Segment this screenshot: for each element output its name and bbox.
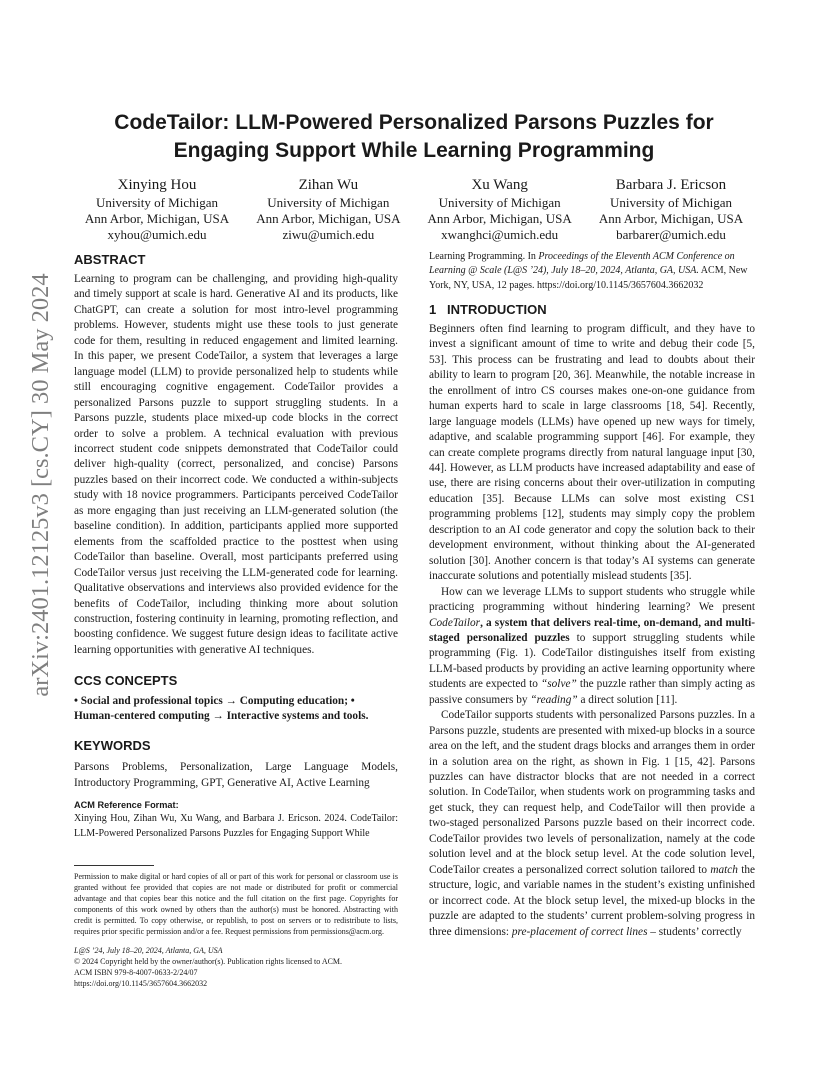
paragraph-text: How can we leverage LLMs to support students who struggle while practicing programming without hindering learning? We present <box>429 585 755 614</box>
author-location: Ann Arbor, Michigan, USA <box>598 211 744 226</box>
acm-reference-heading: ACM Reference Format: <box>74 800 179 811</box>
ccs-concepts-heading: CCS CONCEPTS <box>74 673 178 689</box>
keywords-heading: KEYWORDS <box>74 738 151 754</box>
author-location: Ann Arbor, Michigan, USA <box>427 211 572 226</box>
permission-notice: Permission to make digital or hard copies of all or part of this work for personal or classroom use is granted without fee provided that copies are not made or distributed for profit or commercial advantage and that copies bear this notice and the full citation on the first page. Copyrights for components of this work owned by others than the author(s) must be honored. Abstracting with credit is permitted. To copy otherwise, or republish, to post on servers or to redistribute to lists, requires prior specific permission and/or a fee. Request permissions from permissions@acm.org. <box>74 872 398 937</box>
paper-title <box>74 109 754 165</box>
introduction-heading <box>429 302 755 318</box>
author-email[interactable]: xyhou@umich.edu <box>107 227 207 242</box>
author-email[interactable]: ziwu@umich.edu <box>282 227 375 242</box>
copyright-notice: © 2024 Copyright held by the owner/author(s). Publication rights licensed to ACM. <box>74 957 343 967</box>
emphasis-term: pre-placement of correct lines <box>511 925 648 938</box>
right-column <box>429 250 755 940</box>
isbn: ACM ISBN 979-8-4007-0633-2/24/07 <box>74 968 198 978</box>
abstract-text: Learning to program can be challenging, and providing high-quality and timely support at scale is hard. Generative AI and its products, like ChatGPT, can create a solution for most intro-level programming problems. However, students might use these tools to just generate code for them, resulting in reduced engagement and limited learning. In this paper, we present CodeTailor, a system that leverages a large language model (LLM) to provide personalized help to students while still encouraging cognitive engagement. CodeTailor provides a personalized Parsons puzzle to support struggling students. In a Parsons puzzle, students place mixed-up code blocks in the correct order to solve a problem. A technical evaluation with previous incorrect student code snippets demonstrated that CodeTailor could deliver high-quality (correct, personalized, and concise) Parsons puzzles based on their incorrect code. We conducted a within-subjects study with 18 novice programmers. Participants perceived CodeTailor as more engaging than just receiving an LLM-generated solution (the baseline condition). In addition, participants applied more supported elements from the scaffolded practice to the posttest when using CodeTailor than baseline. Overall, most participants preferred using CodeTailor versus just receiving the LLM-generated code for learning. Qualitative observations and interviews also provided evidence for the benefits of CodeTailor, including thinking more about solution construction, fostering continuity in learning, promoting reflection, and boosting confidence. We suggest future design ideas to facilitate active learning opportunities with generative AI techniques. <box>74 273 398 656</box>
author-email[interactable]: barbarer@umich.edu <box>616 227 726 242</box>
ccs-concepts-text <box>74 694 398 724</box>
intro-paragraph-2 <box>429 585 755 709</box>
paragraph-text: CodeTailor supports students with personalized Parsons puzzles. In a Parsons puzzle, students are presented with mixed-up blocks in a source area on the left, and the student drags blocks and arranges them in order in a solution area on the right, as shown in Fig. 1 [15, 42]. Parsons puzzles can have distractor blocks that are not needed in a correct solution. In CodeTailor, when students work on programming tasks and get stuck, they can request help, and CodeTailor will then provide a two-staged personalized Parsons puzzle based on their incorrect code. CodeTailor provides two levels of personalization, namely at the code solution level and at the block setup level. At the code solution level, CodeTailor creates a personalized correct solution tailored to <box>429 709 755 876</box>
title-line-2: Engaging Support While Learning Programming <box>173 139 655 162</box>
conference-info: L@S ’24, July 18–20, 2024, Atlanta, GA, USA <box>74 946 223 956</box>
emphasis-term: match <box>710 863 738 876</box>
left-column <box>74 250 398 989</box>
keywords-text: Parsons Problems, Personalization, Large Language Models, Introductory Programming, GPT, Generative AI, Active Learning <box>74 761 398 789</box>
doi-link[interactable]: https://doi.org/10.1145/3657604.3662032 <box>74 979 208 989</box>
author-name: Barbara J. Ericson <box>615 177 727 193</box>
author-affiliation: University of Michigan <box>267 195 390 210</box>
footnote-rule <box>74 865 154 866</box>
author-affiliation: University of Michigan <box>95 195 219 210</box>
quoted-term: “reading” <box>530 693 578 706</box>
proceedings-title: Proceedings of the Eleventh ACM Conference on Learning @ Scale (L@S ’24), July 18–20, 2024, Atlanta, GA, USA. <box>429 251 735 277</box>
author-2 <box>245 175 411 245</box>
paragraph-text: the structure, logic, and variable names in the student’s existing unfinished or incorrect code. At the block setup level, the mixed-up blocks in the puzzle are adapted to the students’ current problem-solving progress in three dimensions: <box>429 863 755 938</box>
author-name: Xinying Hou <box>117 177 197 193</box>
arxiv-side-stamp <box>10 270 70 700</box>
author-4 <box>588 175 754 245</box>
acm-reference-continued <box>429 250 755 293</box>
abstract-heading: ABSTRACT <box>74 252 146 267</box>
author-1 <box>74 175 240 245</box>
author-location: Ann Arbor, Michigan, USA <box>256 211 401 226</box>
section-number: 1 <box>429 301 437 317</box>
reference-publisher: ACM, New York, NY, USA, 12 pages. https://doi.org/10.1145/3657604.3662032 <box>429 265 748 291</box>
paragraph-text: a direct solution [11]. <box>577 693 678 706</box>
acm-reference-text: Xinying Hou, Zihan Wu, Xu Wang, and Barbara J. Ericson. 2024. CodeTailor: LLM-Powered Personalized Parsons Puzzles for Engaging Support While <box>74 813 398 839</box>
reference-text: Learning Programming. In <box>429 251 539 262</box>
arxiv-identifier: arXiv:2401.12125v3 [cs.CY] 30 May 2024 <box>27 273 54 697</box>
intro-paragraph-1: Beginners often find learning to program difficult, and they have to invest a significant amount of time to write and debug their code [5, 53]. This process can be frustrating and lead to doubts about their ability to learn to program [20, 36]. Meanwhile, the notable increase in the enrollment of intro CS courses makes one-on-one guidance from human experts hard to scale in large classrooms [18, 54]. Recently, large language models (LLMs) have opened up new ways for timely, adaptive, and scalable programming support [46]. For example, they can create complete programs directly from natural language input [30, 44]. However, as LLM products have increased adaptability and ease of use, there are rising concerns about their over-utilization in computing education [35]. Because LLMs can solve most existing CS1 programming problems [12], students may simply copy the problem description to an AI code generator and copy the solution back to their development environment, without thinking about the AI-generated solution [30]. Another concern is that today’s AI systems can generate inaccurate solutions and potentially mislead students [35]. <box>429 322 755 583</box>
section-title: INTRODUCTION <box>447 301 547 317</box>
author-email[interactable]: xwanghci@umich.edu <box>441 227 559 242</box>
ccs-line-2: Human-centered computing → Interactive systems and tools. <box>74 710 369 723</box>
paragraph-text: to support struggling students while programming (Fig. 1). CodeTailor distinguishes itself from existing LLM-based products by providing an active learning opportunity where students are expected to <box>429 631 755 691</box>
author-affiliation: University of Michigan <box>609 195 732 210</box>
ccs-line-1: • Social and professional topics → Computing education; • <box>74 695 355 708</box>
quoted-term: “solve” <box>540 678 577 691</box>
author-block <box>74 175 754 245</box>
author-location: Ann Arbor, Michigan, USA <box>84 211 230 226</box>
author-name: Zihan Wu <box>298 177 359 193</box>
intro-paragraph-3 <box>429 708 755 940</box>
system-name: CodeTailor <box>429 616 481 629</box>
paragraph-text: the puzzle rather than simply acting as passive consumers by <box>429 678 756 706</box>
paragraph-text: – students’ correctly <box>647 925 742 938</box>
author-3 <box>417 175 583 245</box>
emphasis-text: , a system that delivers real-time, on-demand, and multi-staged personalized puzzles <box>429 616 755 644</box>
author-name: Xu Wang <box>471 177 528 193</box>
title-line-1: CodeTailor: LLM-Powered Personalized Parsons Puzzles for <box>114 111 714 134</box>
author-affiliation: University of Michigan <box>438 195 561 210</box>
